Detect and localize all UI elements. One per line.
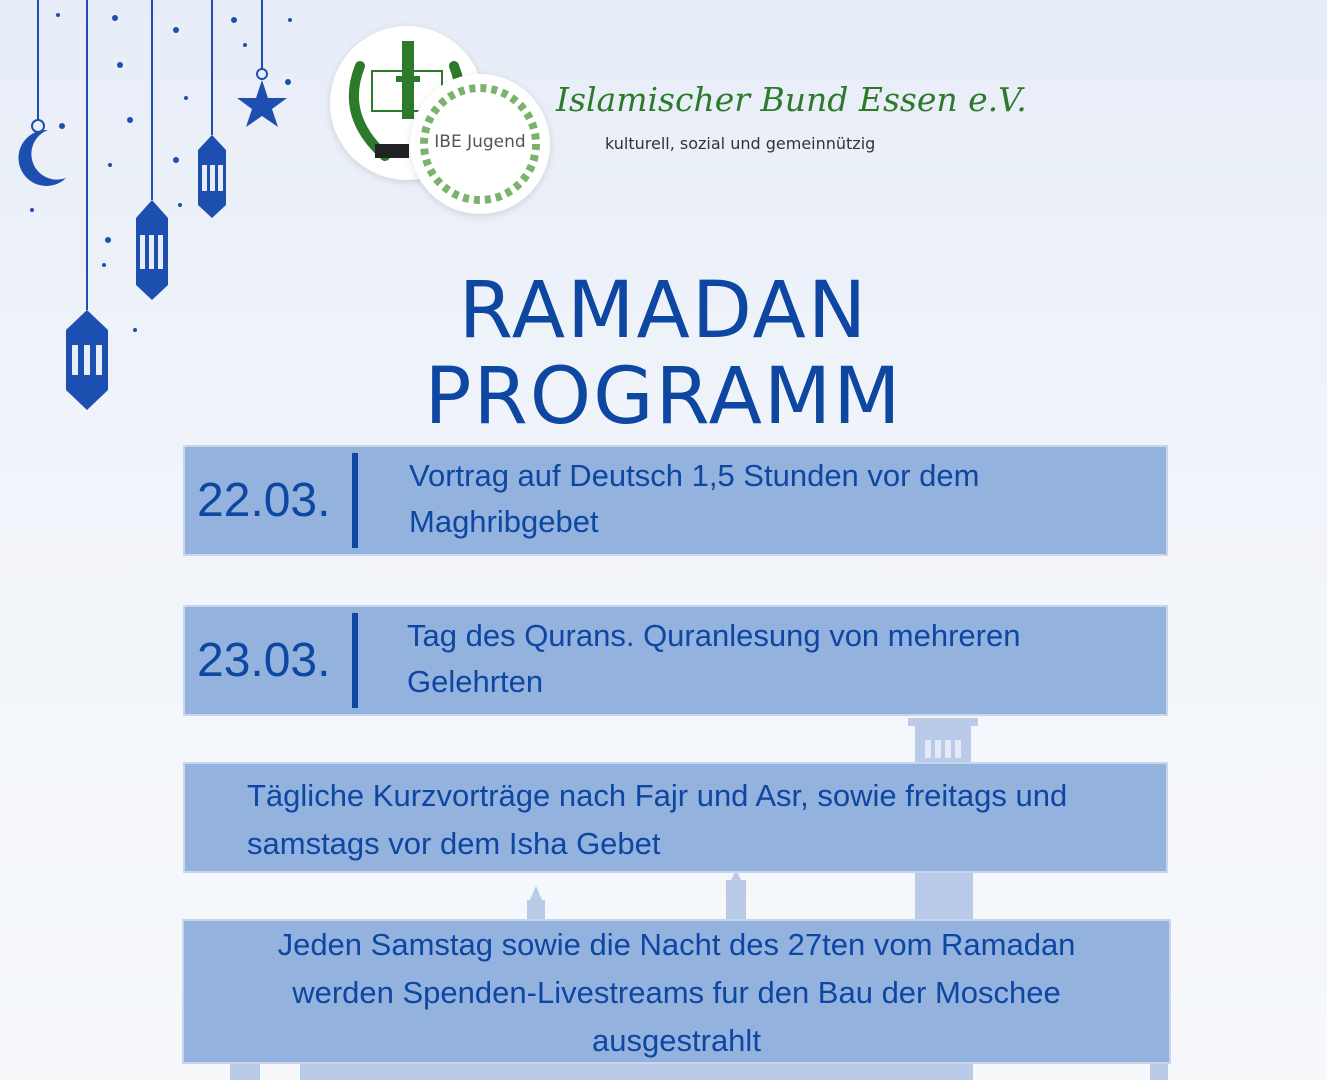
event-date: 22.03. <box>197 474 331 527</box>
page-title-line1: RAMADAN <box>458 266 869 356</box>
hanging-lanterns-decoration <box>0 0 300 420</box>
crescent-moon-icon <box>18 130 66 186</box>
divider <box>352 613 358 708</box>
event-card-2 <box>183 605 1168 716</box>
note-card-livestreams <box>182 919 1171 1064</box>
organization-subtitle: kulturell, sozial und gemeinnützig <box>605 134 876 153</box>
star-icon <box>237 80 287 127</box>
note-text: Tägliche Kurzvorträge nach Fajr und Asr, sowie freitags und samstags vor dem Isha Gebet <box>247 778 1068 861</box>
ibe-jugend-logo <box>410 74 550 214</box>
organization-name: Islamischer Bund Essen e.V. <box>556 80 1027 119</box>
note-text: Jeden Samstag sowie die Nacht des 27ten vom Ramadan werden Spenden-Livestreams fur den Bau der Moschee ausgestrahlt <box>277 927 1076 1058</box>
event-card-1 <box>183 445 1168 556</box>
divider <box>352 453 358 548</box>
event-description: Vortrag auf Deutsch 1,5 Stunden vor dem Maghribgebet <box>409 458 980 539</box>
ibe-jugend-label: IBE Jugend <box>434 132 526 152</box>
event-date: 23.03. <box>197 634 331 687</box>
note-card-daily-talks <box>183 762 1168 873</box>
event-description: Tag des Qurans. Quranlesung von mehreren Gelehrten <box>407 618 1021 699</box>
page-title-line2: PROGRAMM <box>424 352 903 442</box>
